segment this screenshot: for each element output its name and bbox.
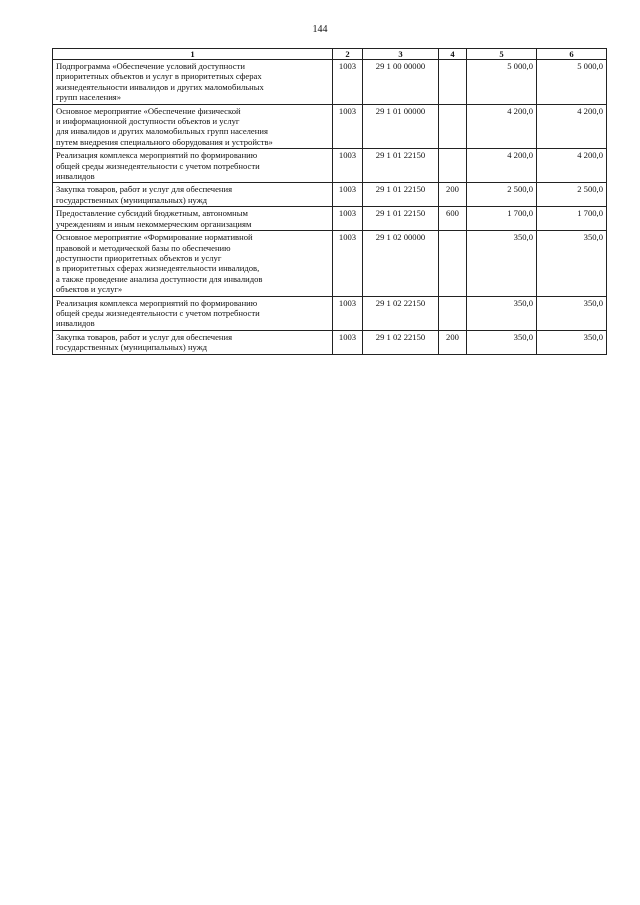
row-description: Реализация комплекса мероприятий по формированию общей среды жизнедеятельности с учетом потребности инвалидов: [53, 149, 333, 183]
table-row: [53, 104, 607, 149]
row-amount-1: 4 200,0: [467, 149, 537, 183]
row-expense-type: 200: [439, 330, 467, 354]
row-amount-2: 1 700,0: [537, 207, 607, 231]
row-amount-2: 350,0: [537, 330, 607, 354]
page-number: 144: [312, 24, 328, 35]
row-section-code: 1003: [333, 183, 363, 207]
row-section-code: 1003: [333, 149, 363, 183]
budget-table: [52, 48, 607, 355]
row-amount-2: 350,0: [537, 296, 607, 330]
row-amount-1: 350,0: [467, 330, 537, 354]
row-description: Основное мероприятие «Формирование нормативной правовой и методической базы по обеспечению доступности приоритетных объектов и услуг в приоритетных сферах жизнедеятельности инвалидов, а также проведение анализа доступности для инвалидов объектов и услуг»: [53, 231, 333, 296]
row-section-code: 1003: [333, 60, 363, 105]
table-row: [53, 183, 607, 207]
column-header-5: 5: [467, 49, 537, 60]
column-header-2: 2: [333, 49, 363, 60]
row-description: Основное мероприятие «Обеспечение физической и информационной доступности объектов и услуг для инвалидов и других маломобильных групп населения путем внедрения специального оборудования и устройств»: [53, 104, 333, 149]
row-target-code: 29 1 01 22150: [363, 207, 439, 231]
row-amount-1: 5 000,0: [467, 60, 537, 105]
row-description: Реализация комплекса мероприятий по формированию общей среды жизнедеятельности с учетом потребности инвалидов: [53, 296, 333, 330]
row-amount-2: 4 200,0: [537, 149, 607, 183]
row-expense-type: 600: [439, 207, 467, 231]
row-expense-type: 200: [439, 183, 467, 207]
row-amount-2: 5 000,0: [537, 60, 607, 105]
row-description: Предоставление субсидий бюджетным, автономным учреждениям и иным некоммерческим организациям: [53, 207, 333, 231]
column-header-4: 4: [439, 49, 467, 60]
row-expense-type: [439, 296, 467, 330]
table-row: [53, 60, 607, 105]
table-header-row: [53, 49, 607, 60]
row-target-code: 29 1 02 22150: [363, 296, 439, 330]
row-amount-1: 350,0: [467, 296, 537, 330]
row-amount-1: 1 700,0: [467, 207, 537, 231]
table-row: [53, 330, 607, 354]
row-amount-1: 4 200,0: [467, 104, 537, 149]
table-row: [53, 207, 607, 231]
row-target-code: 29 1 01 22150: [363, 149, 439, 183]
row-section-code: 1003: [333, 330, 363, 354]
row-amount-1: 350,0: [467, 231, 537, 296]
row-amount-2: 4 200,0: [537, 104, 607, 149]
row-section-code: 1003: [333, 207, 363, 231]
row-section-code: 1003: [333, 231, 363, 296]
row-target-code: 29 1 02 22150: [363, 330, 439, 354]
row-section-code: 1003: [333, 296, 363, 330]
column-header-1: 1: [53, 49, 333, 60]
row-target-code: 29 1 02 00000: [363, 231, 439, 296]
column-header-3: 3: [363, 49, 439, 60]
row-expense-type: [439, 104, 467, 149]
table-row: [53, 231, 607, 296]
column-header-6: 6: [537, 49, 607, 60]
table-row: [53, 149, 607, 183]
row-description: Подпрограмма «Обеспечение условий доступности приоритетных объектов и услуг в приоритетных сферах жизнедеятельности инвалидов и других маломобильных групп населения»: [53, 60, 333, 105]
row-target-code: 29 1 00 00000: [363, 60, 439, 105]
row-target-code: 29 1 01 00000: [363, 104, 439, 149]
row-amount-2: 2 500,0: [537, 183, 607, 207]
row-amount-2: 350,0: [537, 231, 607, 296]
row-target-code: 29 1 01 22150: [363, 183, 439, 207]
row-description: Закупка товаров, работ и услуг для обеспечения государственных (муниципальных) нужд: [53, 330, 333, 354]
row-expense-type: [439, 60, 467, 105]
table-row: [53, 296, 607, 330]
row-expense-type: [439, 231, 467, 296]
row-section-code: 1003: [333, 104, 363, 149]
row-amount-1: 2 500,0: [467, 183, 537, 207]
row-expense-type: [439, 149, 467, 183]
row-description: Закупка товаров, работ и услуг для обеспечения государственных (муниципальных) нужд: [53, 183, 333, 207]
